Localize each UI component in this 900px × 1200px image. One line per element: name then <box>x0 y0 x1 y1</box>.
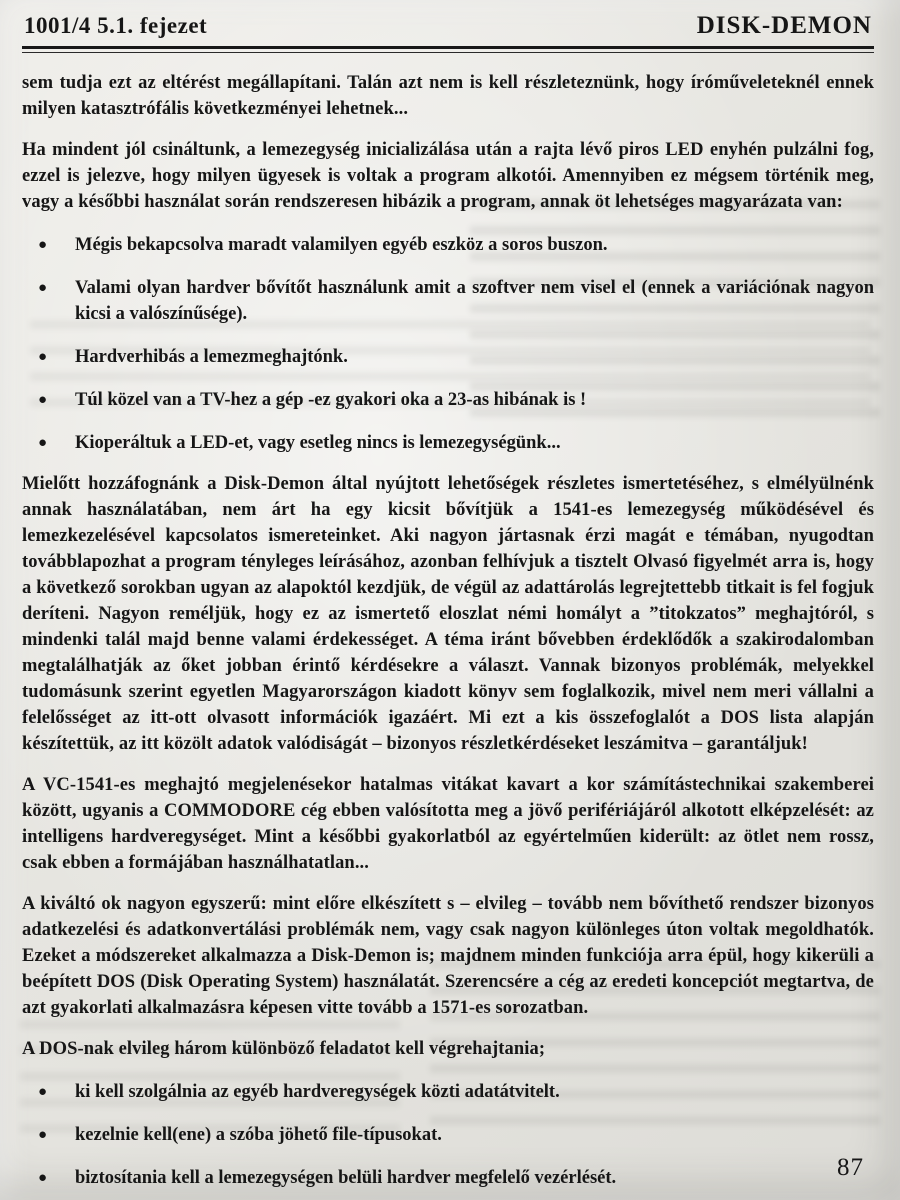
list-item-text: kezelnie kell(ene) a szóba jöhető file-típusokat. <box>75 1125 442 1145</box>
paragraph-dos-tasks-intro: A DOS-nak elvileg három különböző feladatot kell végrehajtania; <box>22 1039 546 1059</box>
paragraph-root-cause: A kiváltó ok nagyon egyszerű: mint előre elkészített s – elvileg – tovább nem bővíthető rendszer bizonyos adatkezelési és adatkonvertálási problémák nem, vagy csak nagyon különleges úton voltak megoldhatók. Ezeket a módszereket alkalmazza a Disk-Demon is; majdnem minden funkciója arra épül, hogy kikerüli a beépített DOS (Disk Operating System) használatát. Szerencsére a cég az eredeti koncepciót megtartva, de azt gyakorlati alkalmazásra képesen vitte tovább a 1571-es sorozatban. <box>22 894 874 1018</box>
list-item <box>22 1079 874 1105</box>
paragraph-disk-demon-overview: Mielőtt hozzáfognánk a Disk-Demon által nyújtott lehetőségek részletes ismertetéséhez, s elmélyülnénk annak használatában, nem árt ha egy kicsit bővítjük a 1541-es lemezegység működésével és lemezkezelésével kapcsolatos ismereteinket. Aki nagyon jártasnak érzi magát e témában, nyugodtan továbblapozhat a program tényleges leírásához, azonban felhívjuk a tisztelt Olvasó figyelmét arra is, hogy a következő sorokban ugyan az alapoktól kezdjük, de végül az adattárolás legrejtettebb titkait is fel fogjuk deríteni. Nagyon reméljük, hogy ez az ismertető eloszlat némi homályt a ”titokzatos” meghajtóról, s mindenki talál majd benne valami érdekességet. A téma iránt bővebben érdeklődők a szakirodalomban megtalálhatják az őket jobban érintő kérdésekre a választ. Vannak bizonyos problémák, melyekkel tudomásunk szerint egyetlen Magyarországon kiadott könyv sem foglalkozik, mivel nem meri vállalni a felelősséget az itt-ott olvasott információk igazáért. Mi ezt a kis összefoglalót a DOS lista alapján készítettük, az itt közölt adatok valódiságát – bizonyos részletkérdéseket leszámitva – garantáljuk! <box>22 474 874 754</box>
bullet-icon: ● <box>38 1084 48 1100</box>
list-item <box>22 430 874 456</box>
bullet-icon: ● <box>38 435 48 451</box>
list-item-text: biztosítania kell a lemezegységen belüli hardver megfelelő vezérlését. <box>75 1168 617 1188</box>
paragraph-vc1541-history: A VC-1541-es meghajtó megjelenésekor hatalmas vitákat kavart a kor számítástechnikai szakemberei között, ugyanis a COMMODORE cég ebben valósította meg a jövő perifériájáról alkotott elképzelését: az intelligens hardveregységet. Mint a későbbi gyakorlatból az egyértelműen kiderült: az ötlet nem rossz, csak ebben a formájában használhatatlan... <box>22 775 874 873</box>
bullet-icon: ● <box>38 1170 48 1186</box>
list-item <box>22 387 874 413</box>
bullet-icon: ● <box>38 1127 48 1143</box>
list-item <box>22 232 874 258</box>
bullet-icon: ● <box>38 280 48 296</box>
bullet-icon: ● <box>38 237 48 253</box>
chapter-label: 1001/4 5.1. fejezet <box>24 13 208 38</box>
header-rule <box>22 46 874 53</box>
list-item-text: Kioperáltuk a LED-et, vagy esetleg nincs is lemezegységünk... <box>75 433 561 453</box>
paragraph-led-initialization: Ha mindent jól csináltunk, a lemezegység inicializálása után a rajta lévő piros LED enyhén pulzálni fog, ezzel is jelezve, hogy milyen ügyesek is voltak a program alkotói. Amennyiben ez mégsem történik meg, vagy a későbbi használat során rendszeresen hibázik a program, annak öt lehetséges magyarázata van: <box>22 140 874 212</box>
page-header <box>22 10 874 46</box>
paragraph-intro-continuation: sem tudja ezt az eltérést megállapítani. Talán azt nem is kell részleteznünk, hogy íróműveleteknél ennek milyen katasztrófális következményei lehetnek... <box>22 73 874 119</box>
error-causes-list <box>22 232 874 456</box>
list-item-text: Valami olyan hardver bővítőt használunk amit a szoftver nem visel el (ennek a variációnak nagyon kicsi a valószínűsége). <box>75 278 874 324</box>
list-item <box>22 1165 874 1191</box>
list-item-text: Túl közel van a TV-hez a gép -ez gyakori oka a 23-as hibának is ! <box>75 390 587 410</box>
list-item <box>22 1122 874 1148</box>
list-item-text: Hardverhibás a lemezmeghajtónk. <box>75 347 348 367</box>
bullet-icon: ● <box>38 392 48 408</box>
dos-tasks-list <box>22 1079 874 1191</box>
book-title: DISK-DEMON <box>696 12 872 39</box>
list-item-text: Mégis bekapcsolva maradt valamilyen egyéb eszköz a soros buszon. <box>75 235 608 255</box>
list-item <box>22 344 874 370</box>
list-item-text: ki kell szolgálnia az egyéb hardveregységek közti adatátvitelt. <box>75 1082 560 1102</box>
page-number: 87 <box>837 1154 864 1181</box>
page-body <box>22 70 874 1191</box>
bullet-icon: ● <box>38 349 48 365</box>
list-item <box>22 275 874 327</box>
